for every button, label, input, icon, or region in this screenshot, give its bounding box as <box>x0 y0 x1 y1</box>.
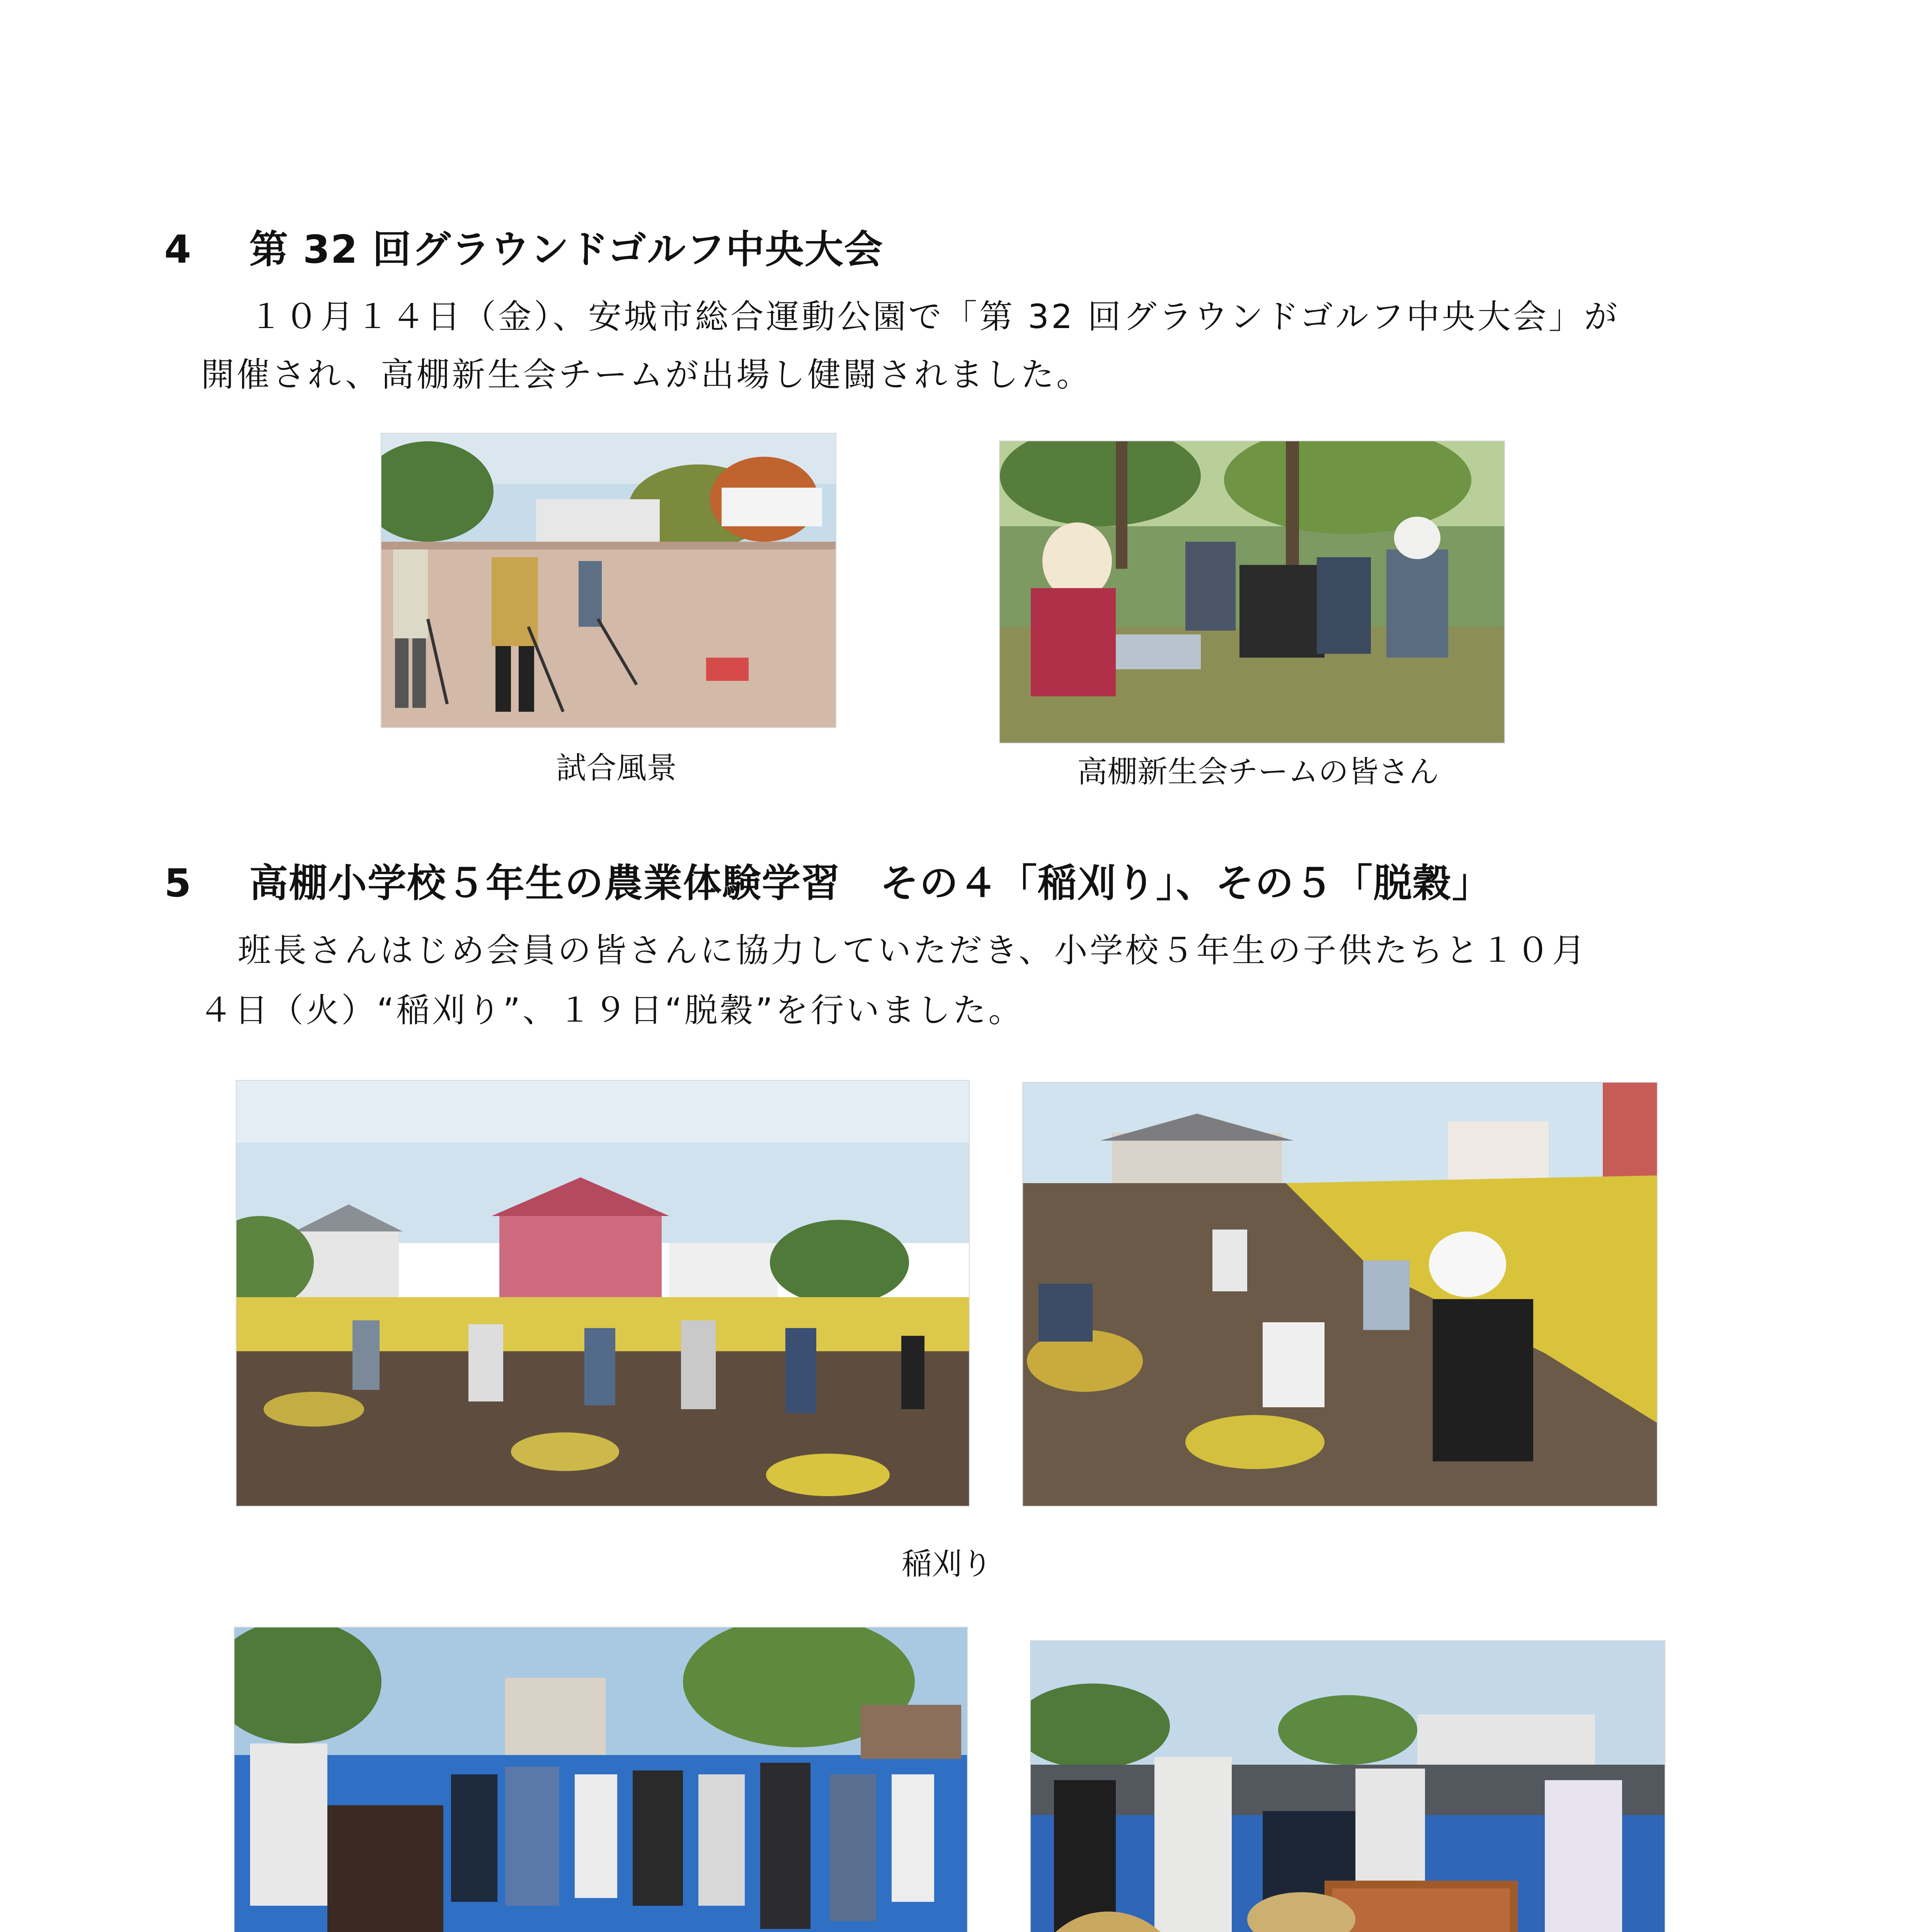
photo-threshing-2 <box>1030 1640 1665 1932</box>
caption-team-members: 高棚新生会チームの皆さん <box>1077 755 1439 789</box>
section-4-paragraph-line-1: １０月１４日（金）、安城市総合運動公園で「第 32 回グラウンドゴルフ中央大会」が <box>249 298 1620 336</box>
caption-game-scene: 試合風景 <box>556 751 677 786</box>
section-5-number: 5 <box>164 861 192 906</box>
photo-game-scene <box>381 433 836 728</box>
caption-rice-harvest: 稲刈り <box>901 1547 992 1582</box>
photo-team-members <box>999 440 1505 743</box>
photo-rice-harvest-1 <box>236 1080 970 1507</box>
section-5-title: 高棚小学校５年生の農業体験学習 その４「稲刈り」、その５「脱穀」 <box>249 861 1491 906</box>
section-5-paragraph-line-2: ４日（火）“稲刈り”、１９日“脱穀”を行いました。 <box>199 991 1024 1030</box>
section-5-paragraph-line-1: 班長さんはじめ会員の皆さんに協力していただき、小学校５年生の子供たちと１０月 <box>238 931 1588 970</box>
section-4-title: 第 32 回グラウンドゴルフ中央大会 <box>249 227 884 272</box>
section-4-paragraph-line-2: 開催され、高棚新生会チームが出場し健闘されました。 <box>201 355 1092 394</box>
photo-rice-harvest-2 <box>1022 1082 1658 1507</box>
section-4-number: 4 <box>164 227 192 272</box>
section-4-heading <box>164 218 884 274</box>
section-5-heading <box>164 852 1491 908</box>
photo-threshing-1 <box>234 1627 968 1932</box>
